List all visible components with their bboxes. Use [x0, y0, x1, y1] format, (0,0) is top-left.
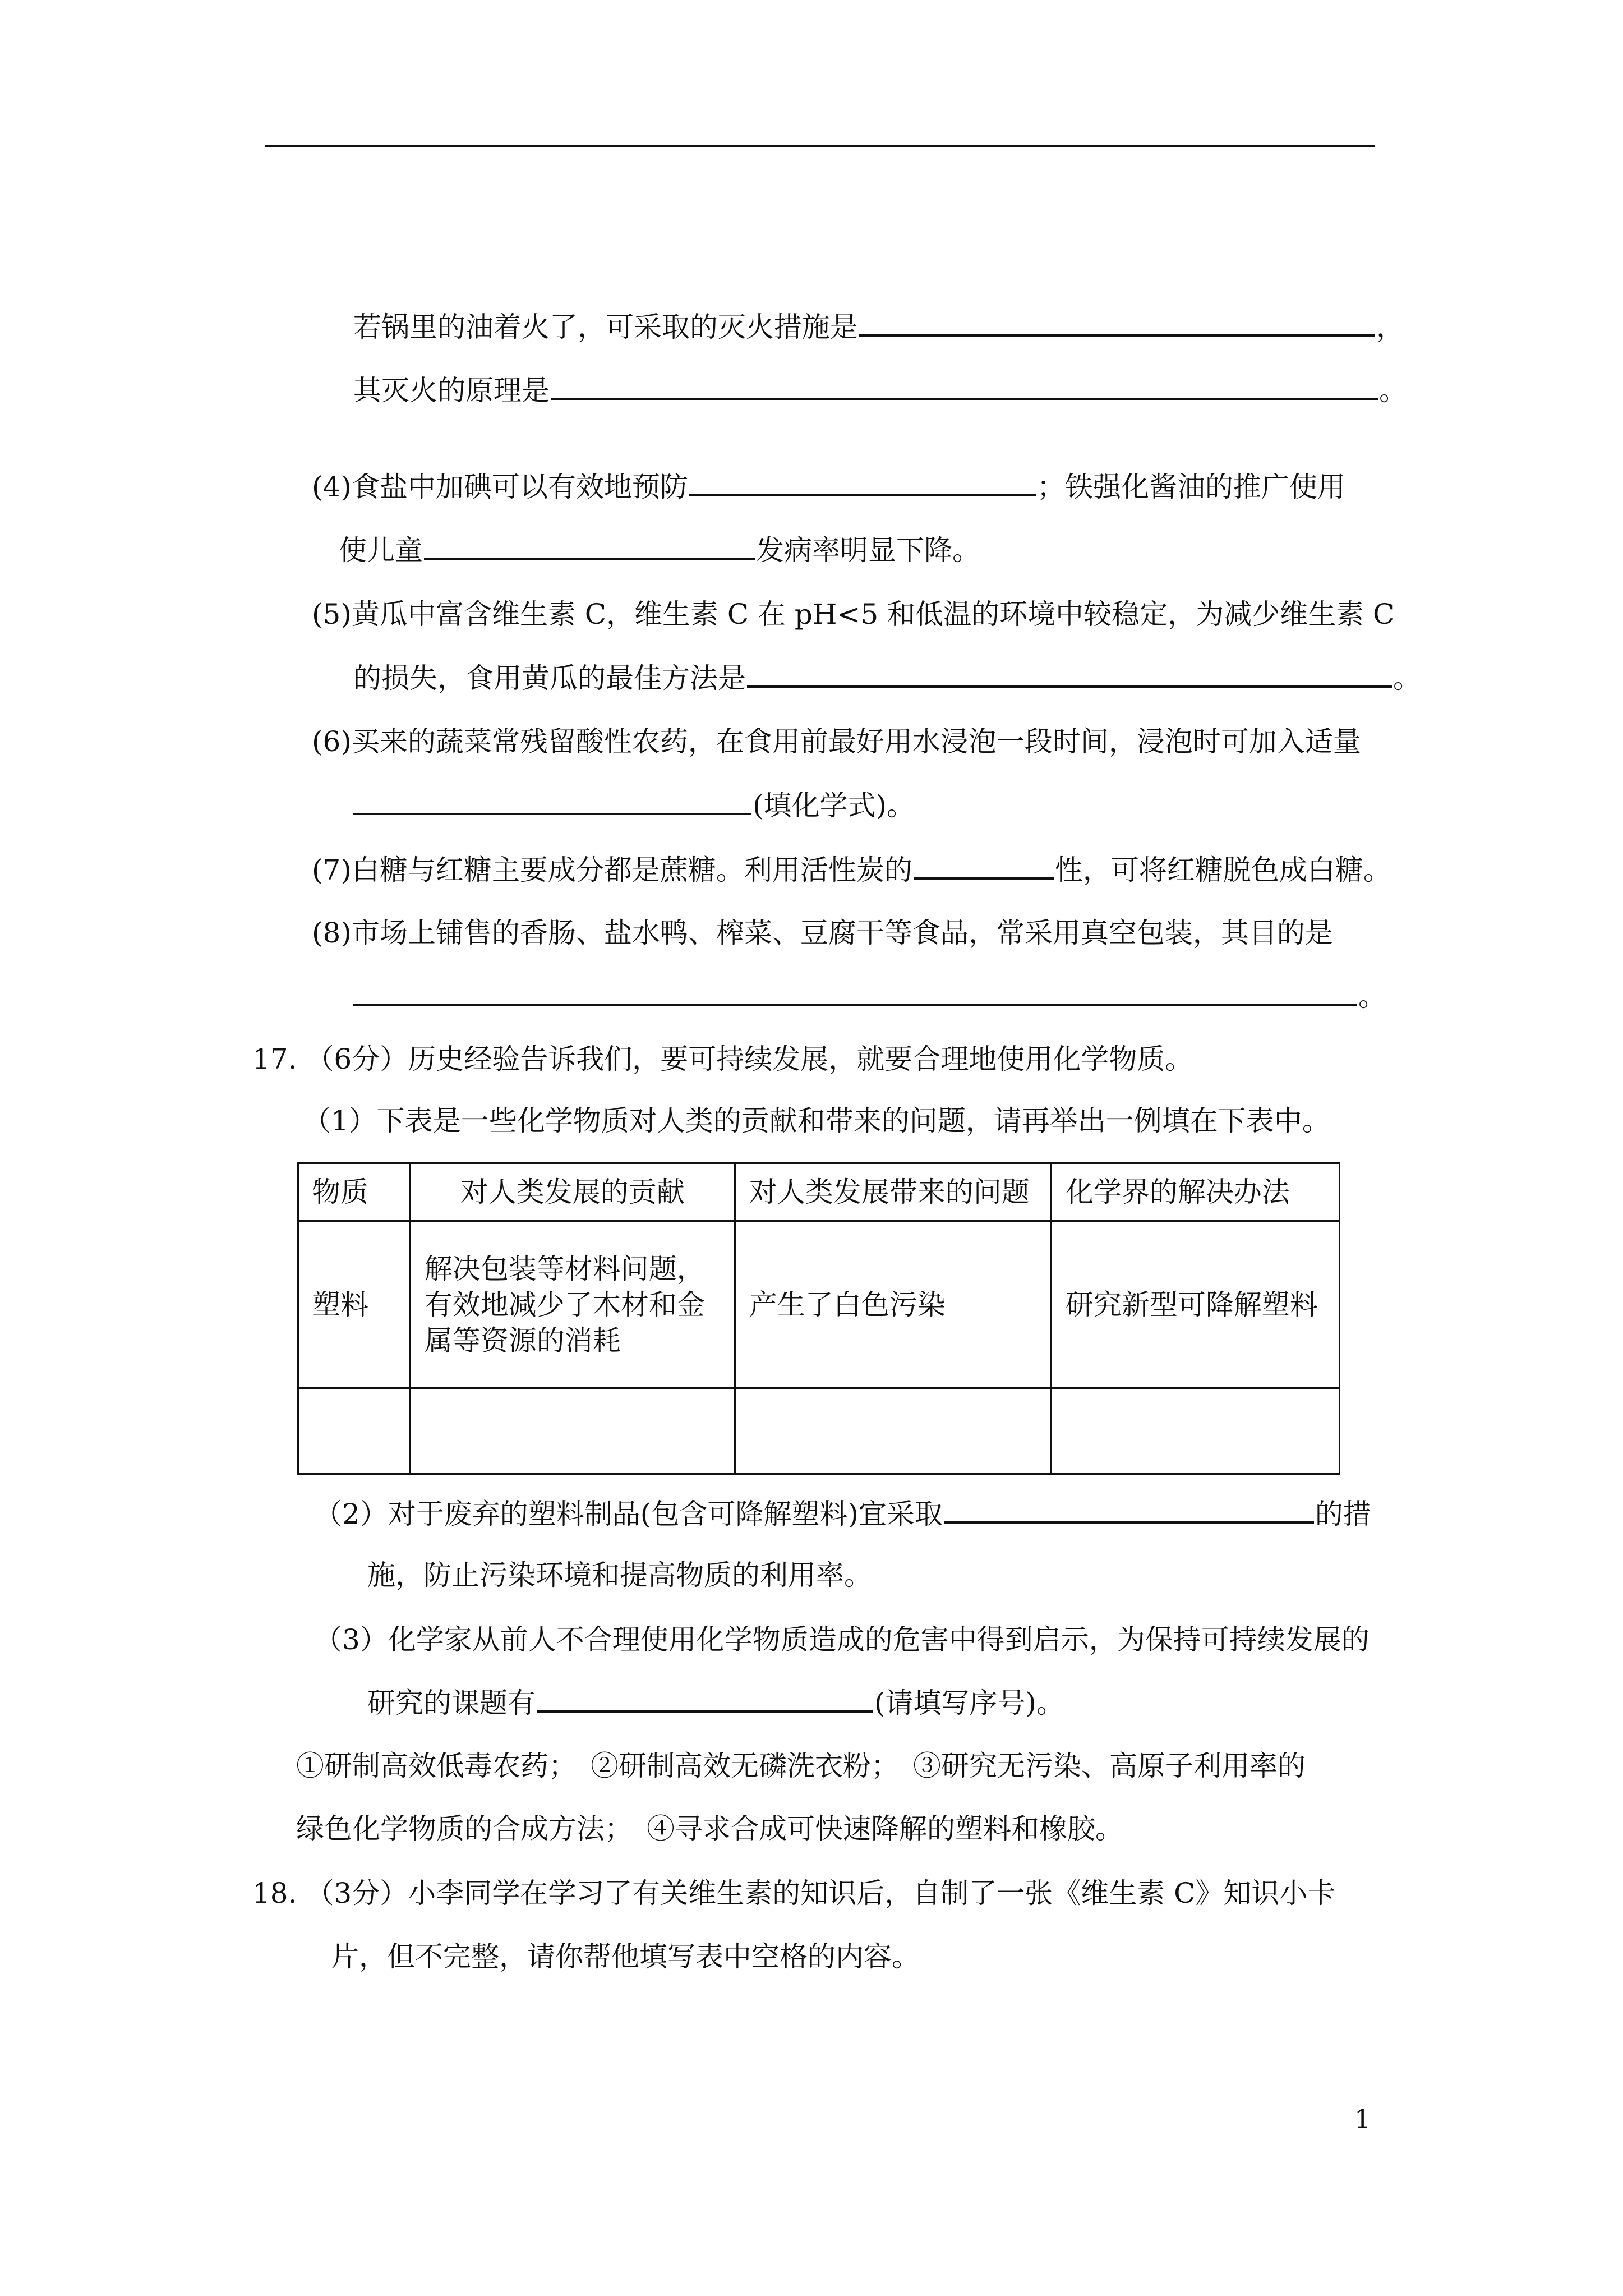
- q17-sub2-line-b: [367, 1558, 872, 1592]
- cell-contribution: [410, 1221, 735, 1388]
- contribution-line: 解决包装等材料问题，: [424, 1252, 705, 1285]
- q16-fire-text-a: 若锅里的油着火了，可采取的灭火措施是: [353, 311, 858, 343]
- q16-part7-line: [312, 853, 1391, 887]
- q16-part4-line-b: [339, 533, 980, 567]
- answer-blank-iodine[interactable]: [689, 470, 1036, 496]
- q17-options-line-a: [296, 1749, 1306, 1783]
- q16-fire-line-b: [353, 373, 1407, 407]
- q16-part8-line-a: [312, 916, 1333, 950]
- header-rule: [265, 145, 1375, 147]
- answer-blank-fire-principle[interactable]: [551, 373, 1378, 400]
- answer-blank-charcoal[interactable]: [914, 853, 1054, 880]
- answer-blank-vacuum[interactable]: [353, 979, 1357, 1006]
- q16-part6-text-a: (6)买来的蔬菜常残留酸性农药，在食用前最好用水浸泡一段时间，浸泡时可加入适量: [312, 725, 1361, 758]
- q16-part6-end-b: (填化学式)。: [753, 789, 915, 822]
- q17-sub3-end-b: (请填写序号)。: [874, 1687, 1065, 1719]
- q16-part8-end-b: 。: [1358, 980, 1386, 1013]
- q16-part5-end-b: 。: [1393, 662, 1421, 694]
- answer-blank-formula[interactable]: [353, 788, 751, 815]
- q16-part5-text-a: (5)黄瓜中富含维生素 C，维生素 C 在 pH<5 和低温的环境中较稳定，为减少维生素 C: [312, 598, 1395, 631]
- page-number: 1: [1354, 2104, 1371, 2134]
- q17-options-text-b: 绿色化学物质的合成方法； ④寻求合成可快速降解的塑料和橡胶。: [296, 1812, 1123, 1845]
- answer-blank-topics[interactable]: [537, 1686, 873, 1713]
- q16-fire-text-b: 其灭火的原理是: [353, 374, 550, 407]
- q17-sub1: [303, 1104, 1330, 1138]
- q17-sub3-text-a: （3）化学家从前人不合理使用化学物质造成的危害中得到启示，为保持可持续发展的: [314, 1623, 1370, 1656]
- q17-options-line-b: [296, 1812, 1123, 1846]
- header-material: 物质: [298, 1163, 411, 1221]
- q17-sub2-text-a: （2）对于废弃的塑料制品(包含可降解塑料)宜采取: [314, 1498, 943, 1530]
- q16-fire-line-a: [353, 310, 1404, 344]
- cell-material: 塑料: [298, 1221, 411, 1388]
- q18-text-b: 片，但不完整，请你帮他填写表中空格的内容。: [331, 1940, 920, 1973]
- q17-title-text: 17. （6分）历史经验告诉我们，要可持续发展，就要合理地使用化学物质。: [252, 1043, 1193, 1075]
- q17-sub2-end-a: 的措: [1315, 1498, 1371, 1530]
- header-problem: 对人类发展带来的问题: [735, 1163, 1051, 1221]
- cell-solution: 研究新型可降解塑料: [1051, 1221, 1339, 1388]
- q17-options-text-a: ①研制高效低毒农药； ②研制高效无磷洗衣粉； ③研究无污染、高原子利用率的: [296, 1750, 1306, 1782]
- q17-sub2-text-b: 施，防止污染环境和提高物质的利用率。: [367, 1559, 872, 1591]
- table-row: [298, 1221, 1340, 1388]
- q16-part7-end: 性，可将红糖脱色成白糖。: [1054, 854, 1391, 886]
- answer-blank-cucumber[interactable]: [747, 661, 1392, 688]
- blank-cell-solution[interactable]: [1051, 1388, 1339, 1474]
- blank-cell-problem[interactable]: [735, 1388, 1051, 1474]
- q17-title: [252, 1042, 1193, 1076]
- q17-sub3-text-b: 研究的课题有: [367, 1687, 536, 1719]
- q16-part7-text: (7)白糖与红糖主要成分都是蔗糖。利用活性炭的: [312, 854, 912, 886]
- q16-part8-text-a: (8)市场上铺售的香肠、盐水鸭、榨菜、豆腐干等食品，常采用真空包装，其目的是: [312, 917, 1333, 949]
- q16-fire-end-b: 。: [1379, 374, 1407, 407]
- q16-part5-line-b: [353, 661, 1421, 695]
- q18-text-a: 18. （3分）小李同学在学习了有关维生素的知识后，自制了一张《维生素 C》知识小卡: [252, 1877, 1336, 1910]
- answer-blank-waste-plastic[interactable]: [944, 1497, 1314, 1524]
- q16-part4-end-b: 发病率明显下降。: [756, 534, 980, 567]
- q16-part6-line-b: [353, 788, 915, 822]
- q16-part4-text-b: 使儿童: [339, 534, 423, 567]
- answer-blank-iron-soy[interactable]: [424, 533, 755, 560]
- contribution-line: 有效地减少了木材和金: [424, 1288, 705, 1321]
- q18-line-b: [331, 1940, 920, 1973]
- q16-part8-line-b: [353, 979, 1386, 1013]
- contribution-line: 属等资源的消耗: [424, 1324, 621, 1357]
- answer-blank-fire-measure[interactable]: [859, 310, 1375, 337]
- cell-problem: 产生了白色污染: [735, 1221, 1051, 1388]
- q16-part6-line-a: [312, 725, 1361, 758]
- q16-fire-end-a: ，: [1376, 311, 1404, 343]
- table-row-blank: [298, 1388, 1340, 1474]
- header-solution: 化学界的解决办法: [1051, 1163, 1339, 1221]
- q16-part4-end-a: ；铁强化酱油的推广使用: [1036, 471, 1345, 503]
- q17-sub2-line-a: [314, 1497, 1371, 1531]
- q17-sub1-text: （1）下表是一些化学物质对人类的贡献和带来的问题，请再举出一例填在下表中。: [303, 1105, 1330, 1137]
- blank-cell-material[interactable]: [298, 1388, 411, 1474]
- q16-part4-line-a: [312, 470, 1345, 504]
- q17-sub3-line-b: [367, 1686, 1064, 1720]
- q17-sub3-line-a: [314, 1623, 1370, 1657]
- q16-part5-text-b: 的损失，食用黄瓜的最佳方法是: [353, 662, 746, 694]
- q18-line-a: [252, 1876, 1335, 1910]
- table-header-row: [298, 1163, 1340, 1221]
- blank-cell-contribution[interactable]: [410, 1388, 735, 1474]
- q17-table: [297, 1162, 1340, 1475]
- q16-part5-line-a: [312, 597, 1394, 631]
- q16-part4-text-a: (4)食盐中加碘可以有效地预防: [312, 471, 688, 503]
- header-contribution: 对人类发展的贡献: [410, 1163, 735, 1221]
